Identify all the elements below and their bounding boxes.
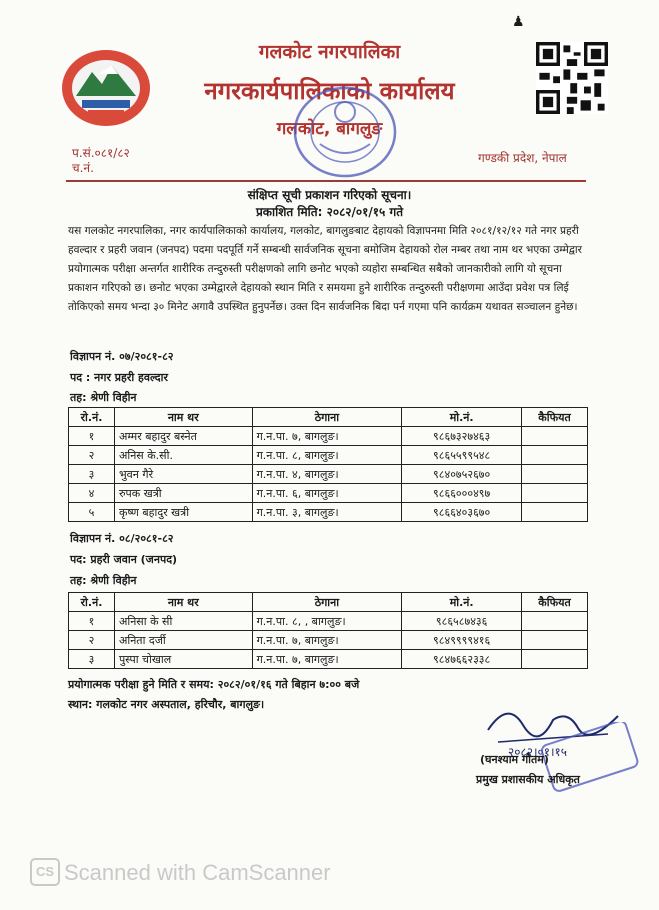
- roll-cell: ३: [69, 650, 115, 669]
- section1-post: पद : नगर प्रहरी हवल्दार: [70, 371, 168, 384]
- table-header-row: [69, 408, 588, 427]
- address-cell: ग.न.पा. ७, बागलुङ।: [252, 427, 402, 446]
- reference-number: प.सं.०८१/८२: [72, 146, 130, 160]
- column-header-mobile: मो.नं.: [402, 408, 522, 427]
- name-cell: अनिता दर्जी: [114, 631, 252, 650]
- address-cell: ग.न.पा. ७, बागलुङ।: [252, 631, 402, 650]
- table-row: [69, 484, 588, 503]
- table-row: [69, 446, 588, 465]
- municipality-name: गलकोट नगरपालिका: [258, 41, 401, 63]
- roll-cell: ४: [69, 484, 115, 503]
- table-row: [69, 427, 588, 446]
- name-cell: भुवन गैरे: [114, 465, 252, 484]
- roll-cell: १: [69, 427, 115, 446]
- roll-cell: ३: [69, 465, 115, 484]
- section1-table: [68, 407, 588, 522]
- signatory-title: प्रमुख प्रशासकीय अधिकृत: [476, 773, 580, 786]
- remarks-cell: [522, 446, 588, 465]
- address-cell: ग.न.पा. ३, बागलुङ।: [252, 503, 402, 522]
- name-cell: अनिस के.सी.: [114, 446, 252, 465]
- name-cell: कृष्ण बहादुर खत्री: [114, 503, 252, 522]
- column-header-roll: रो.नं.: [69, 593, 115, 612]
- column-header-mobile: मो.नं.: [402, 593, 522, 612]
- table-row: [69, 650, 588, 669]
- table-row: [69, 612, 588, 631]
- mobile-cell: ९८४७६६२३३८: [402, 650, 522, 669]
- column-header-name: नाम थर: [114, 593, 252, 612]
- mobile-cell: ९८६५५९९५४८: [402, 446, 522, 465]
- header-divider: [66, 180, 586, 182]
- roll-cell: ५: [69, 503, 115, 522]
- section1-ad-number: विज्ञापन नं. ०७/२०८१-८२: [70, 350, 174, 363]
- address-cell: ग.न.पा. ७, बागलुङ।: [252, 650, 402, 669]
- column-header-name: नाम थर: [114, 408, 252, 427]
- address-cell: ग.न.पा. ८, बागलुङ।: [252, 446, 402, 465]
- remarks-cell: [522, 503, 588, 522]
- address-cell: ग.न.पा. ४, बागलुङ।: [252, 465, 402, 484]
- column-header-address: ठेगाना: [252, 593, 402, 612]
- remarks-cell: [522, 650, 588, 669]
- office-stamp-icon: [290, 82, 400, 182]
- corner-mark: ♟: [512, 14, 525, 30]
- notice-title: संक्षिप्त सूची प्रकाशन गरिएको सूचना।: [247, 188, 412, 202]
- notice-body: यस गलकोट नगरपालिका, नगर कार्यपालिकाको कार्यालय, गलकोट, बागलुङबाट देहायको विज्ञापनमा मिति २०८१/१२/१२ गते नगर प्रहरी हवल्दार र प्रहरी जवान (जनपद) पदमा पदपूर्ति गर्ने सम्बन्धी सार्वजनिक सूचना बमोजिम देहायको रोल नम्बर तथा नाम थर भएका उम्मेद्वार प्रयोगात्मक परीक्षा अन्तर्गत शारीरिक तन्दुरुस्ती परीक्षणको लागि छनोट भएको व्यहोरा सम्बन्धित सबैको जानकारीको लागि यो सूचना प्रकाशन गरिएको छ। छनोट भएका उम्मेद्वारले देहायको स्थान मिति र समयमा हुने शारीरिक तन्दुरुस्ती परीक्षणमा आउँदा प्रवेश पत्र लिई तोकिएको समय भन्दा ३० मिनेट अगावै उपस्थित हुनुपर्नेछ। उक्त दिन सार्वजनिक बिदा पर्न गएमा पनि कार्यक्रम यथावत सञ्चालन हुनेछ।: [68, 225, 582, 313]
- remarks-cell: [522, 465, 588, 484]
- column-header-remarks: कैफियत: [522, 593, 588, 612]
- qr-code-icon: [534, 42, 610, 114]
- remarks-cell: [522, 612, 588, 631]
- table-row: [69, 465, 588, 484]
- office-place: गलकोट, बागलुङ: [276, 119, 383, 139]
- name-cell: अम्मर बहादुर बस्नेत: [114, 427, 252, 446]
- name-cell: अनिसा के सी: [114, 612, 252, 631]
- reference-block: [72, 146, 130, 176]
- roll-cell: २: [69, 631, 115, 650]
- mobile-cell: ९८६५८७४३६: [402, 612, 522, 631]
- column-header-remarks: कैफियत: [522, 408, 588, 427]
- province-name: गण्डकी प्रदेश, नेपाल: [478, 151, 567, 165]
- address-cell: ग.न.पा. ६, बागलुङ।: [252, 484, 402, 503]
- section2-level: तह: श्रेणी विहीन: [70, 574, 137, 587]
- mobile-cell: ९८४९९९९४१६: [402, 631, 522, 650]
- exam-date-time: प्रयोगात्मक परीक्षा हुने मिति र समय: २०८२/०१/१६ गते बिहान ७:०० बजे: [68, 678, 360, 691]
- mobile-cell: ९८६६४०३६७०: [402, 503, 522, 522]
- table-row: [69, 503, 588, 522]
- camscanner-logo-icon: CS: [30, 858, 60, 886]
- remarks-cell: [522, 631, 588, 650]
- signatory-name: (घनश्याम गौतम): [480, 753, 549, 766]
- published-date: प्रकाशित मिति: २०८२/०१/१५ गते: [255, 205, 404, 219]
- exam-venue: स्थान: गलकोट नगर अस्पताल, हरिचौर, बागलुङ।: [68, 698, 265, 711]
- scanner-watermark: Scanned with CamScanner: [64, 860, 331, 885]
- signature-date: २०८२।०१।१५: [508, 745, 568, 759]
- remarks-cell: [522, 427, 588, 446]
- section2-post: पद: प्रहरी जवान (जनपद): [70, 553, 178, 566]
- roll-cell: १: [69, 612, 115, 631]
- roll-cell: २: [69, 446, 115, 465]
- column-header-roll: रो.नं.: [69, 408, 115, 427]
- name-cell: रुपक खत्री: [114, 484, 252, 503]
- table-header-row: [69, 593, 588, 612]
- section2-ad-number: विज्ञापन नं. ०८/२०८१-८२: [70, 532, 174, 545]
- name-cell: पुस्पा चोखाल: [114, 650, 252, 669]
- office-name: नगरकार्यपालिकाको कार्यालय: [204, 77, 455, 105]
- mobile-cell: ९८४०७५२६७०: [402, 465, 522, 484]
- address-cell: ग.न.पा. ८, , बागलुङ।: [252, 612, 402, 631]
- mobile-cell: ९८६७३२७४६३: [402, 427, 522, 446]
- dispatch-number: च.नं.: [72, 161, 94, 175]
- table-row: [69, 631, 588, 650]
- column-header-address: ठेगाना: [252, 408, 402, 427]
- mobile-cell: ९८६६०००४९७: [402, 484, 522, 503]
- remarks-cell: [522, 484, 588, 503]
- section2-table: [68, 592, 588, 669]
- section1-level: तह: श्रेणी विहीन: [70, 391, 137, 404]
